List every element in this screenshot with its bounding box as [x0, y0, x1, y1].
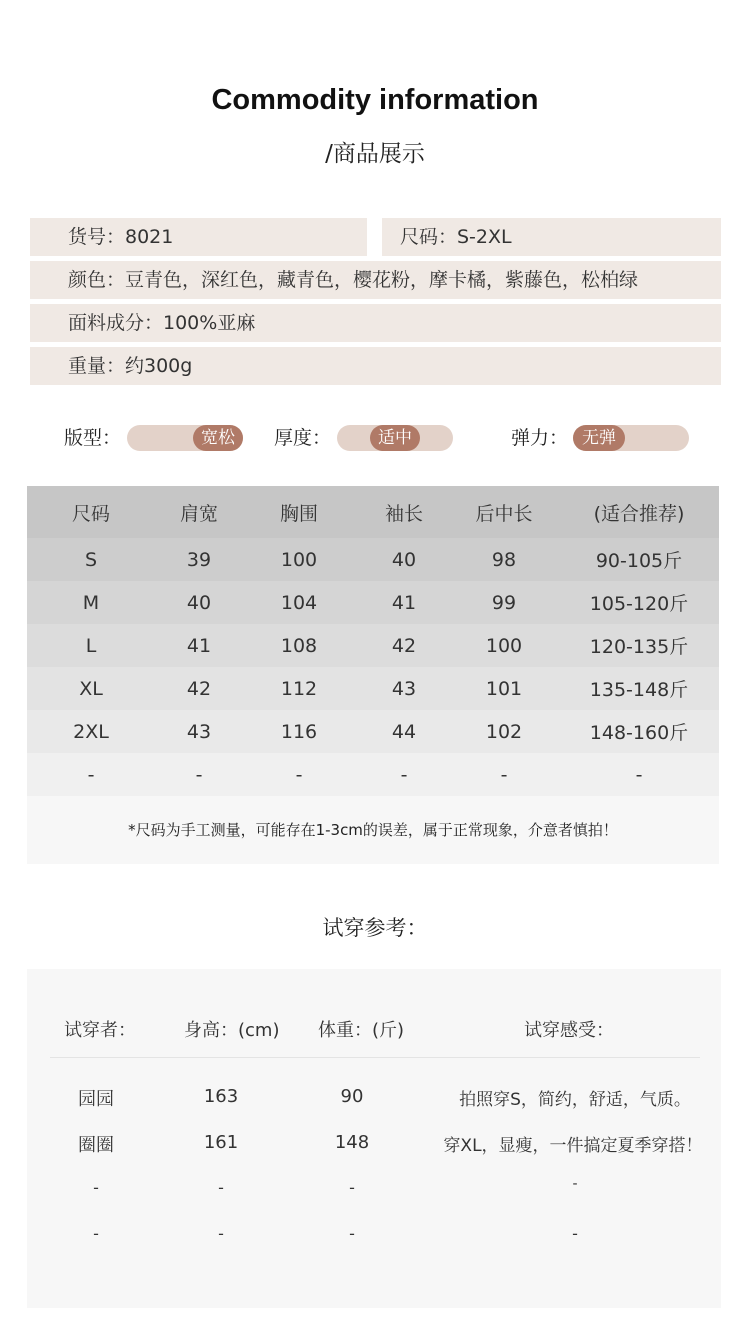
chest-cell: 116 — [280, 720, 318, 743]
table-row — [27, 538, 719, 581]
tester-height: 161 — [203, 1132, 239, 1153]
tester-name: - — [93, 1178, 99, 1197]
tester-weight: - — [349, 1178, 355, 1197]
thickness-indicator — [337, 425, 453, 451]
elasticity-indicator — [573, 425, 689, 451]
size-table — [27, 486, 719, 796]
table-row — [27, 667, 719, 710]
product-weight: 重量：约300g — [30, 347, 721, 385]
try-on-header-feedback: 试穿感受： — [524, 1020, 614, 1041]
table-row — [27, 753, 719, 796]
tester-weight: 148 — [334, 1132, 370, 1153]
chest-cell: 108 — [280, 634, 318, 657]
fit-label: 版型： — [64, 427, 122, 449]
size-cell: - — [87, 763, 95, 786]
tester-height: 163 — [203, 1086, 239, 1107]
chest-cell: - — [295, 763, 303, 786]
elasticity-label: 弹力： — [511, 427, 569, 449]
try-on-header-tester: 试穿者： — [64, 1020, 136, 1041]
header-cell-size: 尺码 — [71, 502, 110, 525]
sleeve-cell: - — [400, 763, 408, 786]
header-cell-chest: 胸围 — [279, 502, 318, 525]
elasticity-value: 无弹 — [573, 425, 625, 451]
sleeve-cell: 41 — [391, 591, 417, 614]
try-on-divider — [50, 1057, 700, 1058]
shoulder-cell: 40 — [186, 591, 212, 614]
size-table-header — [27, 486, 719, 538]
page-subtitle: /商品展示 — [325, 141, 425, 167]
header-cell-shoulder: 肩宽 — [179, 502, 218, 525]
table-row — [27, 710, 719, 753]
tester-name: 园园 — [78, 1089, 114, 1110]
header-cell-recommend: (适合推荐) — [593, 502, 685, 525]
sleeve-cell: 44 — [391, 720, 417, 743]
chest-cell: 104 — [280, 591, 318, 614]
shoulder-cell: 42 — [186, 677, 212, 700]
shoulder-cell: - — [195, 763, 203, 786]
tester-feedback: 拍照穿S，简约，舒适，气质。 — [459, 1090, 691, 1110]
length-cell: 102 — [485, 720, 523, 743]
recommend-cell: 135-148斤 — [589, 679, 689, 701]
tester-feedback: 穿XL，显瘦，一件搞定夏季穿搭！ — [443, 1136, 703, 1156]
tester-name: - — [93, 1224, 99, 1243]
size-cell: S — [84, 548, 98, 571]
thickness-label: 厚度： — [274, 427, 332, 449]
tester-height: - — [218, 1178, 224, 1197]
length-cell: 99 — [491, 591, 517, 614]
tester-name: 圈圈 — [78, 1135, 114, 1156]
fit-indicator — [127, 425, 243, 451]
try-on-title: 试穿参考： — [322, 916, 428, 940]
try-on-header-weight: 体重：(斤) — [318, 1020, 405, 1041]
size-cell: L — [85, 634, 97, 657]
shoulder-cell: 41 — [186, 634, 212, 657]
length-cell: 100 — [485, 634, 523, 657]
thickness-value: 适中 — [370, 425, 420, 451]
sleeve-cell: 43 — [391, 677, 417, 700]
recommend-cell: 148-160斤 — [589, 722, 689, 744]
recommend-cell: 120-135斤 — [589, 636, 689, 658]
length-cell: 98 — [491, 548, 517, 571]
fabric-composition: 面料成分：100%亚麻 — [30, 304, 721, 342]
size-cell: XL — [79, 677, 103, 700]
size-cell: M — [82, 591, 100, 614]
chest-cell: 100 — [280, 548, 318, 571]
color-options: 颜色：豆青色，深红色，藏青色，樱花粉，摩卡橘，紫藤色，松柏绿 — [30, 261, 721, 299]
table-row — [27, 581, 719, 624]
size-cell: 2XL — [73, 720, 109, 743]
shoulder-cell: 43 — [186, 720, 212, 743]
recommend-cell: 90-105斤 — [595, 550, 683, 572]
tester-height: - — [218, 1224, 224, 1243]
tester-feedback: - — [572, 1176, 578, 1192]
item-number: 货号：8021 — [30, 218, 367, 256]
table-row — [27, 624, 719, 667]
tester-weight: - — [349, 1224, 355, 1243]
header-cell-length: 后中长 — [475, 502, 533, 525]
length-cell: 101 — [485, 677, 523, 700]
recommend-cell: 105-120斤 — [589, 593, 689, 615]
length-cell: - — [500, 763, 508, 786]
recommend-cell: - — [635, 763, 643, 786]
sleeve-cell: 40 — [391, 548, 417, 571]
tester-feedback: - — [572, 1224, 578, 1243]
header-cell-sleeve: 袖长 — [384, 502, 423, 525]
fit-value: 宽松 — [193, 425, 243, 451]
page-title: Commodity information — [211, 84, 539, 116]
sleeve-cell: 42 — [391, 634, 417, 657]
shoulder-cell: 39 — [186, 548, 212, 571]
size-range: 尺码：S-2XL — [382, 218, 721, 256]
measurement-note: *尺码为手工测量，可能存在1-3cm的误差，属于正常现象，介意者慎拍！ — [27, 796, 719, 864]
chest-cell: 112 — [280, 677, 318, 700]
tester-weight: 90 — [340, 1086, 364, 1107]
try-on-header-height: 身高：(cm) — [184, 1020, 280, 1041]
